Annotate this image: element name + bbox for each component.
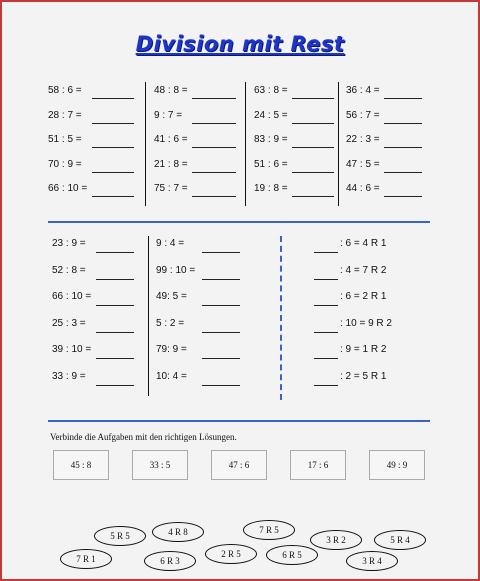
answer-blank[interactable] (92, 172, 134, 173)
division-task: 48 : 8 = (154, 85, 188, 96)
division-task: 19 : 8 = (254, 183, 288, 194)
answer-blank[interactable] (314, 305, 338, 306)
answer-blank[interactable] (96, 305, 134, 306)
division-task: 63 : 8 = (254, 85, 288, 96)
division-task: 51 : 5 = (48, 134, 82, 145)
column-divider (245, 82, 246, 206)
solution-oval[interactable]: 4 R 8 (152, 522, 204, 542)
division-task: 9 : 4 = (156, 238, 185, 249)
answer-blank[interactable] (202, 332, 240, 333)
answer-blank[interactable] (292, 123, 334, 124)
division-task: 49: 5 = (156, 291, 187, 302)
answer-blank[interactable] (202, 252, 240, 253)
answer-blank[interactable] (92, 147, 134, 148)
answer-blank[interactable] (96, 358, 134, 359)
division-task: 75 : 7 = (154, 183, 188, 194)
division-task: 47 : 5 = (346, 158, 380, 170)
answer-blank[interactable] (202, 358, 240, 359)
solution-oval[interactable]: 3 R 4 (346, 551, 398, 571)
task-box[interactable]: 47 : 6 (211, 450, 267, 480)
answer-blank[interactable] (92, 196, 134, 197)
division-task: 24 : 5 = (254, 109, 288, 121)
division-task: 23 : 9 = (52, 238, 86, 249)
answer-blank[interactable] (92, 123, 134, 124)
answer-blank[interactable] (384, 172, 422, 173)
answer-blank[interactable] (202, 279, 240, 280)
division-task: 41 : 6 = (154, 134, 188, 145)
answer-blank[interactable] (314, 279, 338, 280)
answer-blank[interactable] (192, 98, 236, 99)
answer-blank[interactable] (292, 196, 334, 197)
answer-blank[interactable] (96, 252, 134, 253)
division-result: : 6 = 2 R 1 (340, 291, 387, 302)
division-task: 66 : 10 = (52, 291, 92, 302)
task-box[interactable]: 33 : 5 (132, 450, 188, 480)
instruction-text: Verbinde die Aufgaben mit den richtigen Lösungen. (50, 432, 237, 442)
division-result: : 2 = 5 R 1 (340, 370, 387, 382)
answer-blank[interactable] (384, 123, 422, 124)
column-divider (338, 82, 339, 206)
division-task: 70 : 9 = (48, 158, 82, 170)
answer-blank[interactable] (292, 98, 334, 99)
division-task: 51 : 6 = (254, 158, 288, 170)
answer-blank[interactable] (314, 385, 338, 386)
answer-blank[interactable] (384, 147, 422, 148)
division-task: 83 : 9 = (254, 134, 288, 145)
division-result: : 6 = 4 R 1 (340, 238, 387, 249)
solution-oval[interactable]: 5 R 5 (94, 526, 146, 546)
answer-blank[interactable] (192, 196, 236, 197)
division-task: 79: 9 = (156, 344, 187, 355)
solution-oval[interactable]: 7 R 5 (243, 520, 295, 540)
division-task: 58 : 6 = (48, 85, 82, 96)
answer-blank[interactable] (192, 172, 236, 173)
column-divider (145, 82, 146, 206)
answer-blank[interactable] (292, 147, 334, 148)
division-task: 25 : 3 = (52, 317, 86, 329)
answer-blank[interactable] (192, 123, 236, 124)
division-task: 39 : 10 = (52, 344, 92, 355)
task-box[interactable]: 45 : 8 (53, 450, 109, 480)
division-task: 28 : 7 = (48, 109, 82, 121)
answer-blank[interactable] (202, 305, 240, 306)
answer-blank[interactable] (96, 279, 134, 280)
division-task: 10: 4 = (156, 370, 187, 382)
answer-blank[interactable] (314, 252, 338, 253)
section-separator (48, 221, 430, 223)
answer-blank[interactable] (96, 332, 134, 333)
dashed-divider (280, 236, 282, 400)
task-box[interactable]: 49 : 9 (369, 450, 425, 480)
answer-blank[interactable] (384, 196, 422, 197)
division-result: : 4 = 7 R 2 (340, 264, 387, 276)
division-task: 9 : 7 = (154, 109, 183, 121)
solution-oval[interactable]: 3 R 2 (310, 530, 362, 550)
division-task: 56 : 7 = (346, 109, 380, 121)
answer-blank[interactable] (384, 98, 422, 99)
solution-oval[interactable]: 6 R 3 (144, 551, 196, 571)
worksheet-title: Division mit Rest (135, 32, 345, 56)
section-separator (48, 420, 430, 422)
answer-blank[interactable] (92, 98, 134, 99)
column-divider (148, 236, 149, 396)
division-task: 52 : 8 = (52, 264, 86, 276)
solution-oval[interactable]: 5 R 4 (374, 530, 426, 550)
answer-blank[interactable] (314, 332, 338, 333)
answer-blank[interactable] (96, 385, 134, 386)
division-task: 33 : 9 = (52, 370, 86, 382)
division-task: 44 : 6 = (346, 183, 380, 194)
solution-oval[interactable]: 7 R 1 (60, 549, 112, 569)
division-task: 5 : 2 = (156, 317, 185, 329)
division-result: : 10 = 9 R 2 (340, 317, 392, 329)
division-result: : 9 = 1 R 2 (340, 344, 387, 355)
solution-oval[interactable]: 6 R 5 (266, 545, 318, 565)
division-task: 21 : 8 = (154, 158, 188, 170)
division-task: 22 : 3 = (346, 134, 380, 145)
answer-blank[interactable] (292, 172, 334, 173)
answer-blank[interactable] (314, 358, 338, 359)
answer-blank[interactable] (202, 385, 240, 386)
solution-oval[interactable]: 2 R 5 (205, 544, 257, 564)
answer-blank[interactable] (192, 147, 236, 148)
division-task: 99 : 10 = (156, 264, 196, 276)
division-task: 66 : 10 = (48, 183, 88, 194)
task-box[interactable]: 17 : 6 (290, 450, 346, 480)
division-task: 36 : 4 = (346, 85, 380, 96)
